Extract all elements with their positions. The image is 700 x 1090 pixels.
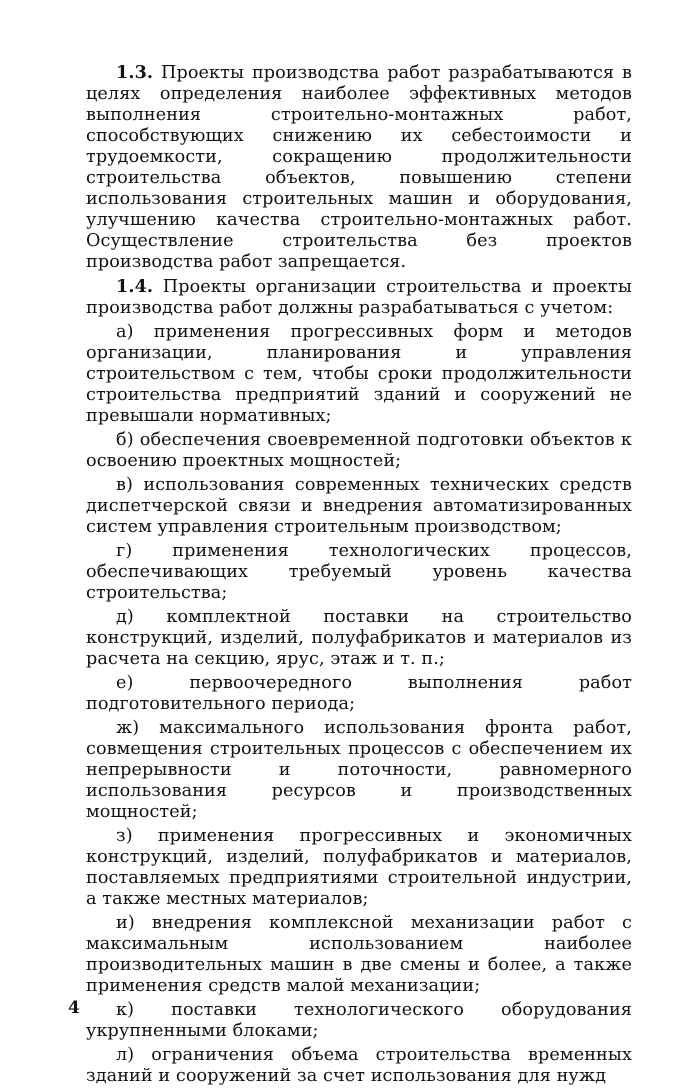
- list-item-b: б) обеспечения своевременной подготовки объектов к освоению проектных мощностей;: [86, 430, 632, 471]
- list-item-zh: ж) максимального использования фронта работ, совмещения строительных процессов с обеспечением их непрерывности и поточности, равномерного использования ресурсов и производственных мощностей;: [86, 718, 632, 822]
- paragraph-1-3: [86, 62, 632, 273]
- list-item-i: и) внедрения комплексной механизации работ с максимальным использованием наиболее производительных машин в две смены и более, а также применения средств малой механизации;: [86, 913, 632, 996]
- list-item-d: д) комплектной поставки на строительство конструкций, изделий, полуфабрикатов и материалов из расчета на секцию, ярус, этаж и т. п.;: [86, 607, 632, 669]
- paragraph-1-4: [86, 276, 632, 319]
- paragraph-text: Проекты организации строительства и проекты производства работ должны разрабатываться с учетом:: [86, 277, 632, 318]
- list-item-g: г) применения технологических процессов, обеспечивающих требуемый уровень качества строительства;: [86, 541, 632, 603]
- list-item-z: з) применения прогрессивных и экономичных конструкций, изделий, полуфабрикатов и материалов, поставляемых предприятиями строительной индустрии, а также местных материалов;: [86, 826, 632, 909]
- document-page: [86, 62, 632, 1090]
- page-number: 4: [68, 998, 80, 1018]
- list-item-l: л) ограничения объема строительства временных зданий и сооружений за счет использования для нужд: [86, 1045, 632, 1086]
- list-item-e: е) первоочередного выполнения работ подготовительного периода;: [86, 673, 632, 714]
- clause-number: 1.4.: [116, 276, 154, 297]
- list-item-k: к) поставки технологического оборудования укрупненными блоками;: [86, 1000, 632, 1041]
- clause-number: 1.3.: [116, 62, 154, 83]
- list-item-a: а) применения прогрессивных форм и методов организации, планирования и управления строительством с тем, чтобы сроки продолжительности строительства предприятий зданий и сооружений не превышали нормативных;: [86, 322, 632, 426]
- paragraph-text: Проекты производства работ разрабатываются в целях определения наиболее эффективных методов выполнения строительно-монтажных работ, способствующих снижению их себестоимости и трудоемкости, сокращению продолжительности строительства объектов, повышению степени использования строительных машин и оборудования, улучшению качества строительно-монтажных работ. Осуществление строительства без проектов производства работ запрещается.: [86, 63, 632, 272]
- list-item-v: в) использования современных технических средств диспетчерской связи и внедрения автоматизированных систем управления строительным производством;: [86, 475, 632, 537]
